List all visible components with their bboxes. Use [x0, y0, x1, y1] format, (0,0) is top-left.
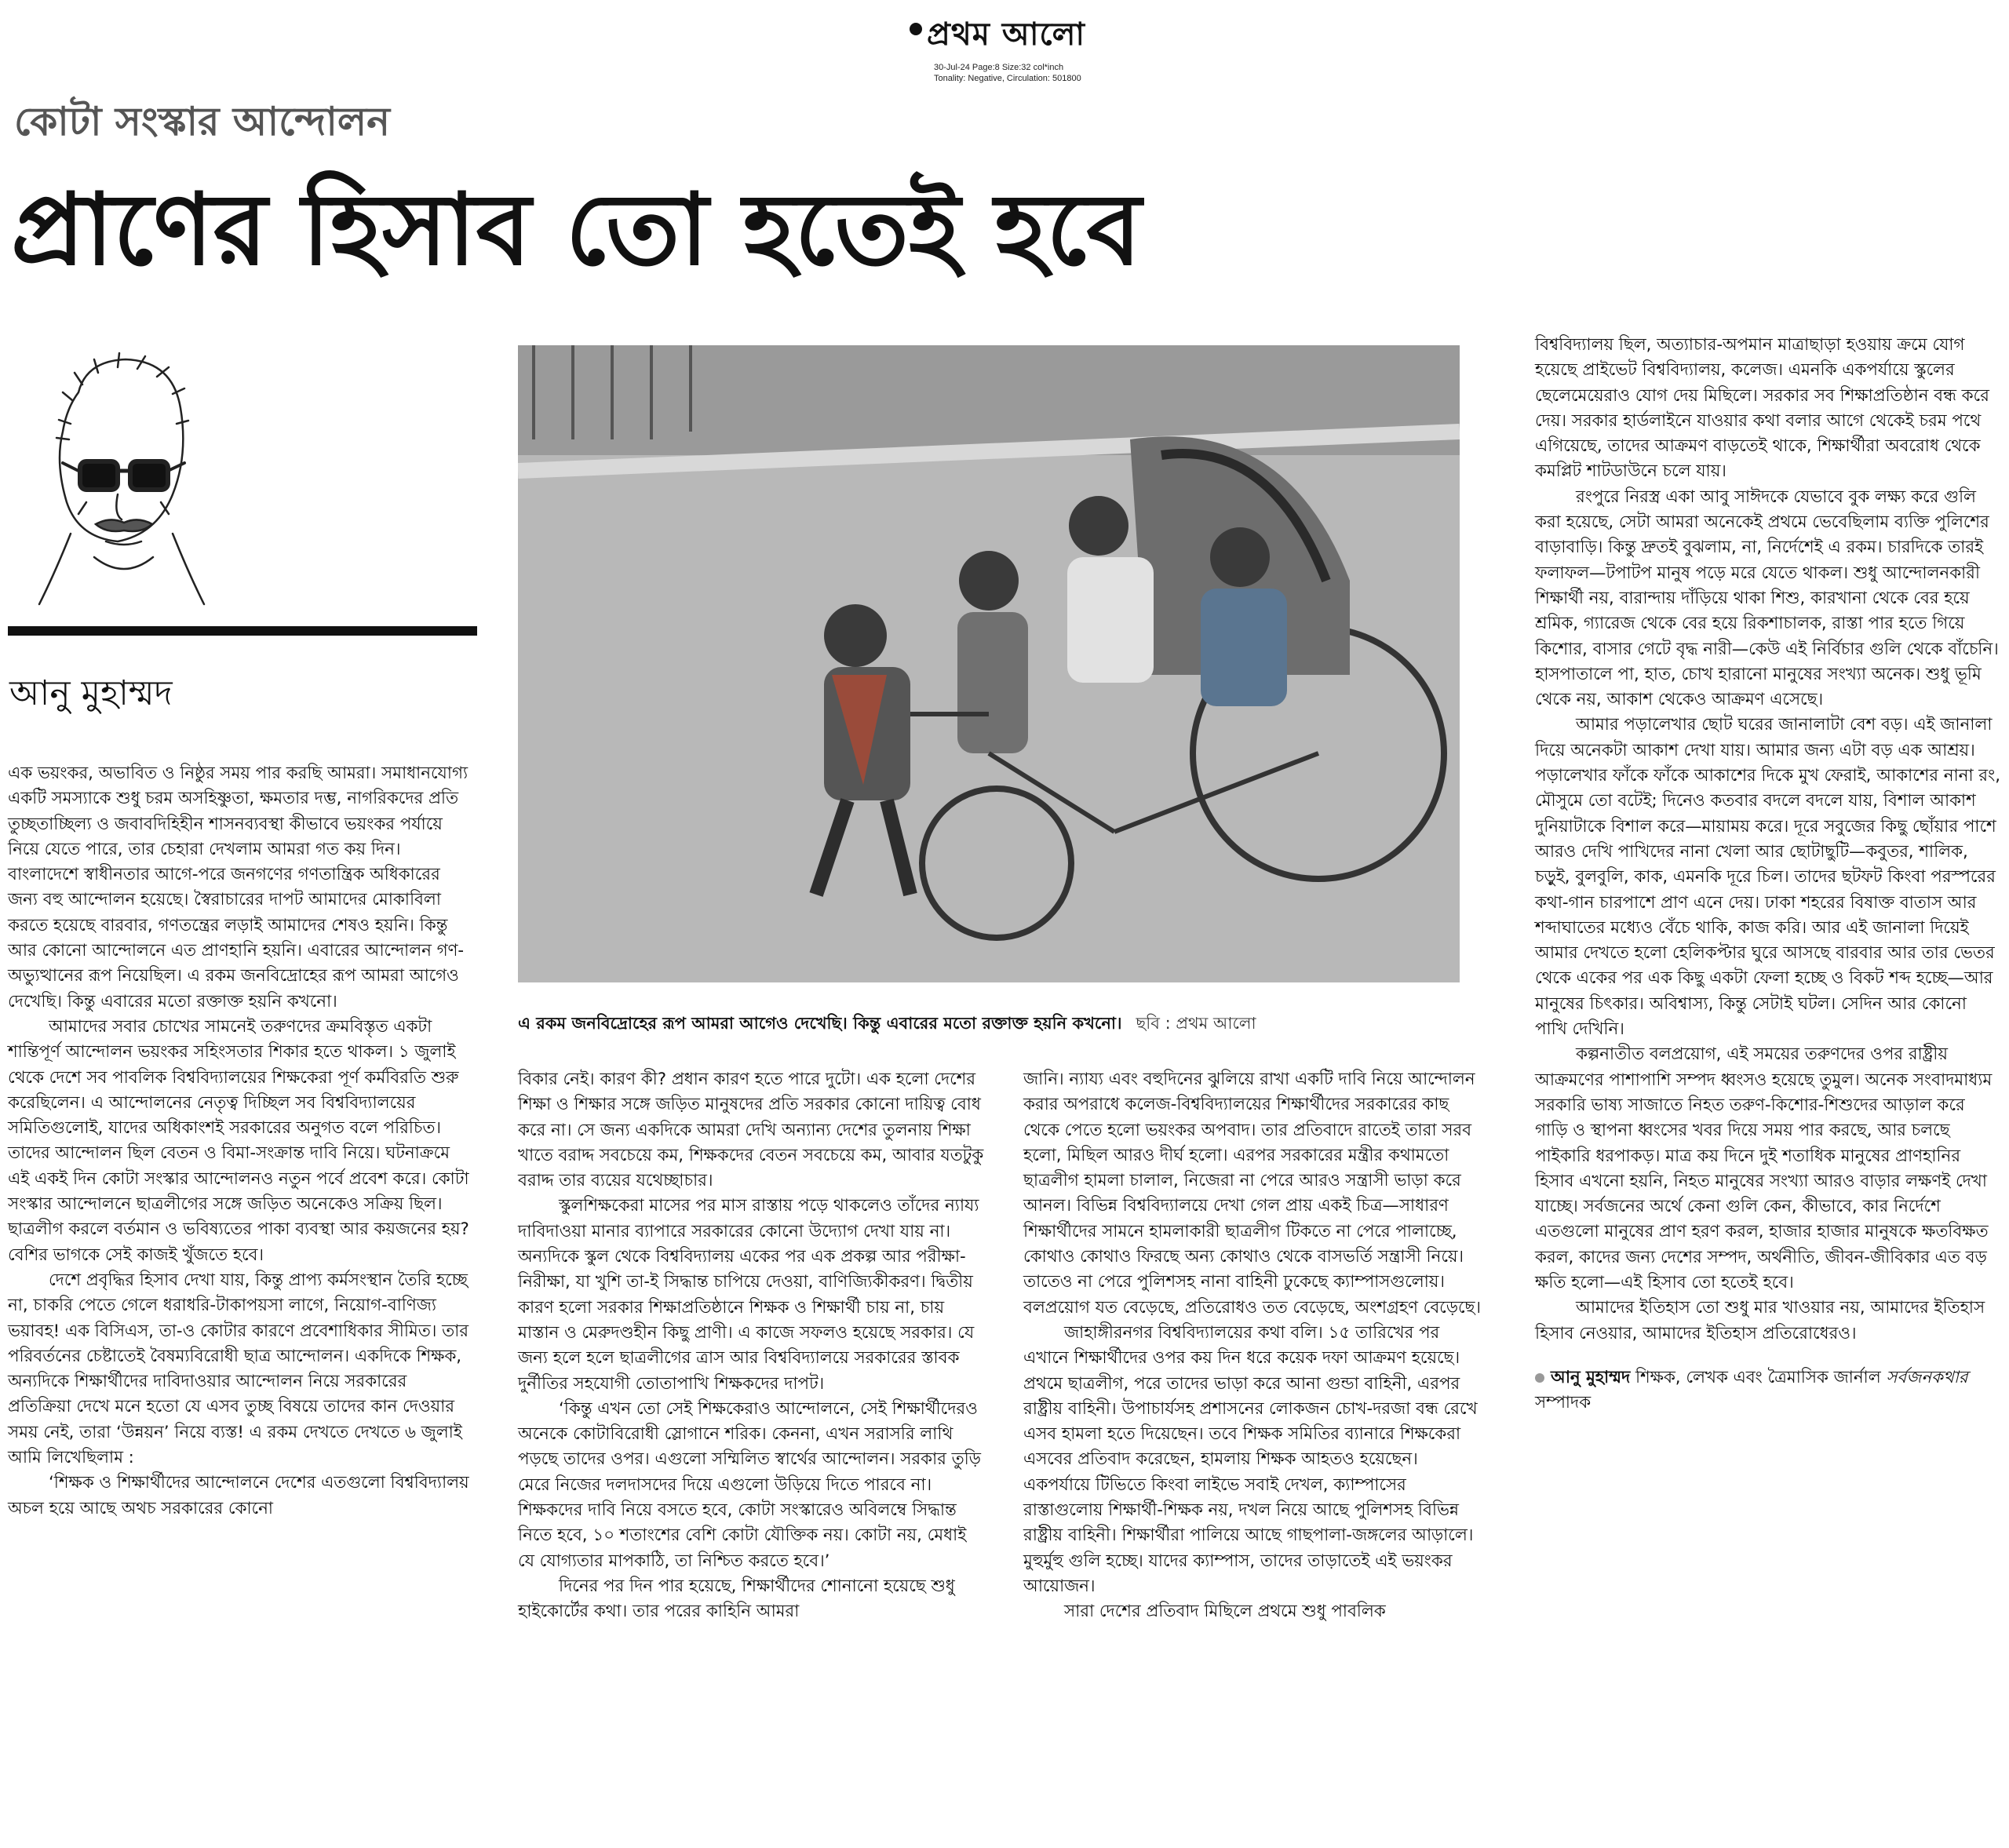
paragraph: ‘শিক্ষক ও শিক্ষার্থীদের আন্দোলনে দেশের এতগুলো বিশ্ববিদ্যালয় অচল হয়ে আছে অথচ সরকারের কোনো [8, 1473, 469, 1518]
paragraph: জাহাঙ্গীরনগর বিশ্ববিদ্যালয়ের কথা বলি। ১৫ তারিখের পর এখানে শিক্ষার্থীদের ওপর কয় দিন ধরে কয়েক দফা আক্রমণ হয়েছে। প্রথমে ছাত্রলীগ, পরে তাদের ভাড়া করে আনা গুন্ডা বাহিনী, এরপর রাষ্ট্রীয় বাহিনী। উপাচার্যসহ প্রশাসনের লোকজন চোখ-দরজা বন্ধ রেখে এসব হামলা হতে দিয়েছেন। তবে শিক্ষক সমিতির ব্যানারে শিক্ষকেরা এসবের প্রতিবাদ করেছেন, হামলায় শিক্ষক আহতও হয়েছেন। একপর্যায়ে টিভিতে কিংবা লাইভে সবাই দেখল, ক্যাম্পাসের রাস্তাগুলোয় শিক্ষার্থী-শিক্ষক নয়, দখল নিয়ে আছে পুলিশসহ বিভিন্ন রাষ্ট্রীয় বাহিনী। শিক্ষার্থীরা পালিয়ে আছে গাছপালা-জঙ্গলের আড়ালে। মুহুর্মুহু গুলি হচ্ছে। যাদের ক্যাম্পাস, তাদের তাড়াতেই এই ভয়ংকর আয়োজন। [1023, 1322, 1478, 1596]
article-column-4 [1535, 333, 2001, 1416]
byline-rule [8, 626, 477, 636]
author-portrait [24, 345, 212, 620]
meta-line-2: Tonality: Negative, Circulation: 501800 [934, 74, 1081, 83]
article-column-3 [1023, 1067, 1489, 1625]
paragraph: রংপুরে নিরস্ত্র একা আবু সাঈদকে যেভাবে বুক লক্ষ্য করে গুলি করা হয়েছে, সেটা আমরা অনেকেই প্রথমে ভেবেছিলাম ব্যক্তি পুলিশের বাড়াবাড়ি। কিন্তু দ্রুতই বুঝলাম, না, নির্দেশেই এ রকম। চারদিকে তারই ফলাফল—টপাটপ মানুষ পড়ে মরে যেতে থাকল। শুধু আন্দোলনকারী শিক্ষার্থী নয়, বারান্দায় দাঁড়িয়ে থাকা শিশু, কারখানা থেকে বের হয়ে শ্রমিক, গ্যারেজ থেকে বের হয়ে রিকশাচালক, রাস্তা পার হতে গিয়ে কিশোর, বাসার গেটে বৃদ্ধ নারী—কেউ এই নির্বিচার গুলি থেকে বাঁচেনি। হাসপাতালে পা, হাত, চোখ হারানো মানুষের সংখ্যা অনেক। শুধু ভূমি থেকে নয়, আকাশ থেকেও আক্রমণ এসেছে। [1535, 487, 1999, 710]
newspaper-logo [908, 9, 1085, 62]
bio-text: শিক্ষক, লেখক এবং ত্রৈমাসিক জার্নাল [1635, 1367, 1881, 1387]
paragraph: স্কুলশিক্ষকেরা মাসের পর মাস রাস্তায় পড়ে থাকলেও তাঁদের ন্যায্য দাবিদাওয়া মানার ব্যাপারে সরকারের কোনো উদ্যোগ দেখা যায় না। অন্যদিকে স্কুল থেকে বিশ্ববিদ্যালয় একের পর এক প্রকল্প আর পরীক্ষা-নিরীক্ষা, যা খুশি তা-ই সিদ্ধান্ত চাপিয়ে দেওয়া, বাণিজ্যিকীকরণ। দ্বিতীয় কারণ হলো সরকার শিক্ষাপ্রতিষ্ঠানে শিক্ষক ও শিক্ষার্থী চায় না, চায় মাস্তান ও মেরুদণ্ডহীন কিছু প্রাণী। এ কাজে সফলও হয়েছে সরকার। যে জন্য হলে হলে ছাত্রলীগের ত্রাস আর বিশ্ববিদ্যালয়ে সরকারের স্তাবক দুর্নীতির সহযোগী তোতাপাখি শিক্ষকদের দাপট। [518, 1196, 979, 1394]
article-column-2 [518, 1067, 984, 1625]
paragraph: বিশ্ববিদ্যালয় ছিল, অত্যাচার-অপমান মাত্রাছাড়া হওয়ায় ক্রমে যোগ হয়েছে প্রাইভেট বিশ্ববিদ্যালয়, কলেজ। এমনকি একপর্যায়ে স্কুলের ছেলেমেয়েরাও যোগ দেয় মিছিলে। সরকার সব শিক্ষাপ্রতিষ্ঠান বন্ধ করে দেয়। সরকার হার্ডলাইনে যাওয়ার কথা বলার আগে থেকেই চরম পথে এগিয়েছে, তাদের আক্রমণ বাড়তেই থাকে, শিক্ষার্থীরা অবরোধ থেকে কমপ্লিট শাটডাউনে চলে যায়। [1535, 335, 1989, 482]
paragraph: কল্পনাতীত বলপ্রয়োগ, এই সময়ের তরুণদের ওপর রাষ্ট্রীয় আক্রমণের পাশাপাশি সম্পদ ধ্বংসও হয়েছে তুমুল। অনেক সংবাদমাধ্যম সরকারি ভাষ্য সাজাতে নিহত তরুণ-কিশোর-শিশুদের আড়াল করে গাড়ি ও স্থাপনা ধ্বংসের খবর দিয়ে সময় পার করছে, আর চলছে পাইকারি ধরপাকড়। মাত্র কয় দিনে দুই শতাধিক মানুষের প্রাণহানির হিসাব এখনো হয়নি, নিহত মানুষের সংখ্যা আরও বাড়ার লক্ষণই দেখা যাচ্ছে। সর্বজনের অর্থে কেনা গুলি কেন, কীভাবে, কার নির্দেশে এতগুলো মানুষের প্রাণ হরণ করল, হাজার হাজার মানুষকে ক্ষতবিক্ষত করল, কাদের জন্য দেশের সম্পদ, অর্থনীতি, জীবন-জীবিকার এত বড় ক্ষতি হলো—এই হিসাব তো হতেই হবে। [1535, 1044, 1993, 1292]
paragraph: দেশে প্রবৃদ্ধির হিসাব দেখা যায়, কিন্তু প্রাপ্য কর্মসংস্থান তৈরি হচ্ছে না, চাকরি পেতে গেলে ধরাধরি-টাকাপয়সা লাগে, নিয়োগ-বাণিজ্য ভয়াবহ! এক বিসিএস, তা-ও কোটার কারণে প্রবেশাধিকার সীমিত। তার পরিবর্তনের চেষ্টাতেই বৈষম্যবিরোধী ছাত্র আন্দোলন। একদিকে শিক্ষক, অন্যদিকে শিক্ষার্থীদের দাবিদাওয়ার আন্দোলন নিয়ে সরকারের প্রতিক্রিয়া দেখে মনে হতো যে এসব তুচ্ছ বিষয়ে তাদের কান দেওয়ার সময় নেই, তারা ‘উন্নয়ন’ নিয়ে ব্যস্ত! এ রকম দেখতে দেখতে ৬ জুলাই আমি লিখেছিলাম : [8, 1270, 469, 1468]
paragraph: সারা দেশের প্রতিবাদ মিছিলে প্রথমে শুধু পাবলিক [1064, 1602, 1386, 1622]
bio-name: আনু মুহাম্মদ [1551, 1367, 1631, 1387]
paragraph: দিনের পর দিন পার হয়েছে, শিক্ষার্থীদের শোনানো হয়েছে শুধু হাইকোর্টের কথা। তার পরের কাহিনি আমরা [518, 1576, 955, 1622]
kicker: কোটা সংস্কার আন্দোলন [14, 99, 391, 144]
paragraph: আমার পড়ালেখার ছোট ঘরের জানালাটা বেশ বড়। এই জানালা দিয়ে অনেকটা আকাশ দেখা যায়। আমার জন্য এটা বড় এক আশ্রয়। পড়ালেখার ফাঁকে ফাঁকে আকাশের দিকে মুখ ফেরাই, আকাশের নানা রং, মৌসুমে তো বটেই; দিনেও কতবার বদলে বদলে যায়, বিশাল আকাশ দুনিয়াটাকে বিশাল করে—মায়াময় করে। দূরে সবুজের কিছু ছোঁয়ার পাশে আরও দেখি পাখিদের নানা খেলা আর ছোটাছুটি—কবুতর, শালিক, চড়ুই, বুলবুলি, কাক, এমনকি দূরে চিল। তাদের ছটফট কিংবা পরস্পরের কথা-গান চারপাশে প্রাণ এনে দেয়। ঢাকা শহরের বিষাক্ত বাতাস আর শব্দাঘাতের মধ্যেও বেঁচে থাকি, কাজ করি। আর এই জানালা দিয়েই আমার দেখতে হলো হেলিকপ্টার ঘুরে আসছে বারবার আর তার ভেতর থেকে একের পর এক কিছু একটা ফেলা হচ্ছে ও বিকট শব্দ হচ্ছে—আর মানুষের চিৎকার। অবিশ্বাস্য, কিন্তু সেটাই ঘটল। সেদিন আর কোনো পাখি দেখিনি। [1535, 715, 2000, 1040]
author-bio [1535, 1365, 2001, 1416]
clipping-meta [934, 62, 1114, 84]
paragraph: বিকার নেই। কারণ কী? প্রধান কারণ হতে পারে দুটো। এক হলো দেশের শিক্ষা ও শিক্ষার সঙ্গে জড়িত মানুষদের প্রতি সরকার কোনো দায়িত্ব বোধ করে না। সে জন্য একদিকে আমরা দেখি অন্যান্য দেশের তুলনায় শিক্ষা খাতে বরাদ্দ সবচেয়ে কম, শিক্ষকদের বেতন সবচেয়ে কম, আবার যতটুকু বরাদ্দ তার ব্যয়ের যথেচ্ছাচার। [518, 1070, 984, 1191]
headline: প্রাণের হিসাব তো হতেই হবে [11, 172, 1142, 287]
bio-journal: সর্বজনকথার [1886, 1367, 1968, 1387]
paragraph: আমাদের ইতিহাস তো শুধু মার খাওয়ার নয়, আমাদের ইতিহাস হিসাব নেওয়ার, আমাদের ইতিহাস প্রতিরোধেরও। [1535, 1298, 1985, 1343]
logo-sun-icon [910, 23, 922, 35]
author-sketch-icon [24, 345, 212, 620]
paragraph: জানি। ন্যায্য এবং বহুদিনের ঝুলিয়ে রাখা একটি দাবি নিয়ে আন্দোলন করার অপরাধে কলেজ-বিশ্ববিদ্যালয়ের শিক্ষার্থীদের সরকারের কাছ থেকে পেতে হলো ভয়ংকর অপবাদ। তার প্রতিবাদে রাতেই তারা সরব হলো, মিছিল আরও দীর্ঘ হলো। এরপর সরকারের মন্ত্রীর কথামতো ছাত্রলীগ হামলা চালাল, নিজেরা না পেরে আরও সন্ত্রাসী ভাড়া করে আনল। বিভিন্ন বিশ্ববিদ্যালয়ে দেখা গেল প্রায় একই চিত্র—সাধারণ শিক্ষার্থীদের সামনে হামলাকারী ছাত্রলীগ টিকতে না পেরে পালাচ্ছে, কোথাও কোথাও ফিরছে অন্য কোথাও থেকে বাসভর্তি সন্ত্রাসী নিয়ে। তাতেও না পেরে পুলিশসহ নানা বাহিনী ঢুকেছে ক্যাম্পাসগুলোয়। বলপ্রয়োগ যত বেড়েছে, প্রতিরোধও তত বেড়েছে, অংশগ্রহণ বেড়েছে। [1023, 1070, 1482, 1318]
paragraph: আমাদের সবার চোখের সামনেই তরুণদের ক্রমবিস্তৃত একটা শান্তিপূর্ণ আন্দোলন ভয়ংকর সহিংসতার শিকার হতে থাকল। ১ জুলাই থেকে দেশে সব পাবলিক বিশ্ববিদ্যালয়ের শিক্ষকেরা পূর্ণ কর্মবিরতি শুরু করেছিলেন। এ আন্দোলনের নেতৃত্ব দিচ্ছিল সব বিশ্ববিদ্যালয়ের সমিতিগুলোই, যাদের অধিকাংশই সরকারের অনুগত বলে পরিচিত। তাদের আন্দোলন ছিল বেতন ও বিমা-সংক্রান্ত দাবি নিয়ে। ঘটনাক্রমে এই একই দিন কোটা সংস্কার আন্দোলনও নতুন পর্বে প্রবেশ করে। কোটা সংস্কার আন্দোলনে ছাত্রলীগের সঙ্গে জড়িত অনেকেও সক্রিয় ছিল। ছাত্রলীগ করলে বর্তমান ও ভবিষ্যতের পাকা ব্যবস্থা আর কয়জনের হয়? বেশির ভাগকে সেই কাজই খুঁজতে হবে। [8, 1016, 469, 1265]
paragraph: ‘কিন্তু এখন তো সেই শিক্ষকেরাও আন্দোলনে, সেই শিক্ষার্থীদেরও অনেকে কোটাবিরোধী স্লোগানে শরিক। কেননা, এখন সরাসরি লাথি পড়ছে তাদের ওপর। এগুলো সম্মিলিত স্বার্থের আন্দোলন। সরকার তুড়ি মেরে নিজের দলদাসদের দিয়ে এগুলো উড়িয়ে দিতে পারবে না। শিক্ষকদের দাবি নিয়ে বসতে হবে, কোটা সংস্কারেও অবিলম্বে সিদ্ধান্ত নিতে হবে, ১০ শতাংশের বেশি কোটা যৌক্তিক নয়। কোটা নয়, মেধাই যে যোগ্যতার মাপকাঠি, তা নিশ্চিত করতে হবে।’ [518, 1398, 981, 1571]
byline: আনু মুহাম্মদ [9, 673, 173, 713]
photo-caption [518, 1012, 1491, 1034]
meta-line-1: 30-Jul-24 Page:8 Size:32 col*inch [934, 63, 1064, 72]
logo-text: প্রথম আলো [926, 16, 1086, 53]
paragraph: এক ভয়ংকর, অভাবিত ও নিষ্ঠুর সময় পার করছি আমরা। সমাধানযোগ্য একটি সমস্যাকে শুধু চরম অসহিষ্ণুতা, ক্ষমতার দম্ভ, নাগরিকদের প্রতি তুচ্ছতাচ্ছিল্য ও জবাবদিহিহীন শাসনব্যবস্থা কীভাবে ভয়ংকর পর্যায়ে নিয়ে যেতে পারে, তার চেহারা দেখলাম আমরা গত কয় দিন। বাংলাদেশে স্বাধীনতার আগে-পরে জনগণের গণতান্ত্রিক অধিকারের জন্য বহু আন্দোলন হয়েছে। স্বৈরাচারের দাপট আমাদের মোকাবিলা করতে হয়েছে বারবার, গণতন্ত্রের লড়াই আমাদের শেষও হয়নি। কিন্তু আর কোনো আন্দোলনে এত প্রাণহানি হয়নি। এবারের আন্দোলন গণ-অভ্যুত্থানের রূপ নিয়েছিল। এ রকম জনবিদ্রোহের রূপ আমরা আগেও দেখেছি। কিন্তু এবারের মতো রক্তাক্ত হয়নি কখনো। [8, 764, 469, 1011]
masthead [879, 9, 1114, 96]
bio-suffix: সম্পাদক [1535, 1393, 1592, 1413]
bullet-icon [1535, 1373, 1544, 1383]
rickshaw-photo-icon [518, 345, 1460, 982]
article-column-1 [8, 761, 474, 1522]
news-photo [518, 345, 1460, 982]
photo-credit: ছবি : প্রথম আলো [1136, 1014, 1256, 1033]
caption-text: এ রকম জনবিদ্রোহের রূপ আমরা আগেও দেখেছি। কিন্তু এবারের মতো রক্তাক্ত হয়নি কখনো। [518, 1014, 1122, 1033]
